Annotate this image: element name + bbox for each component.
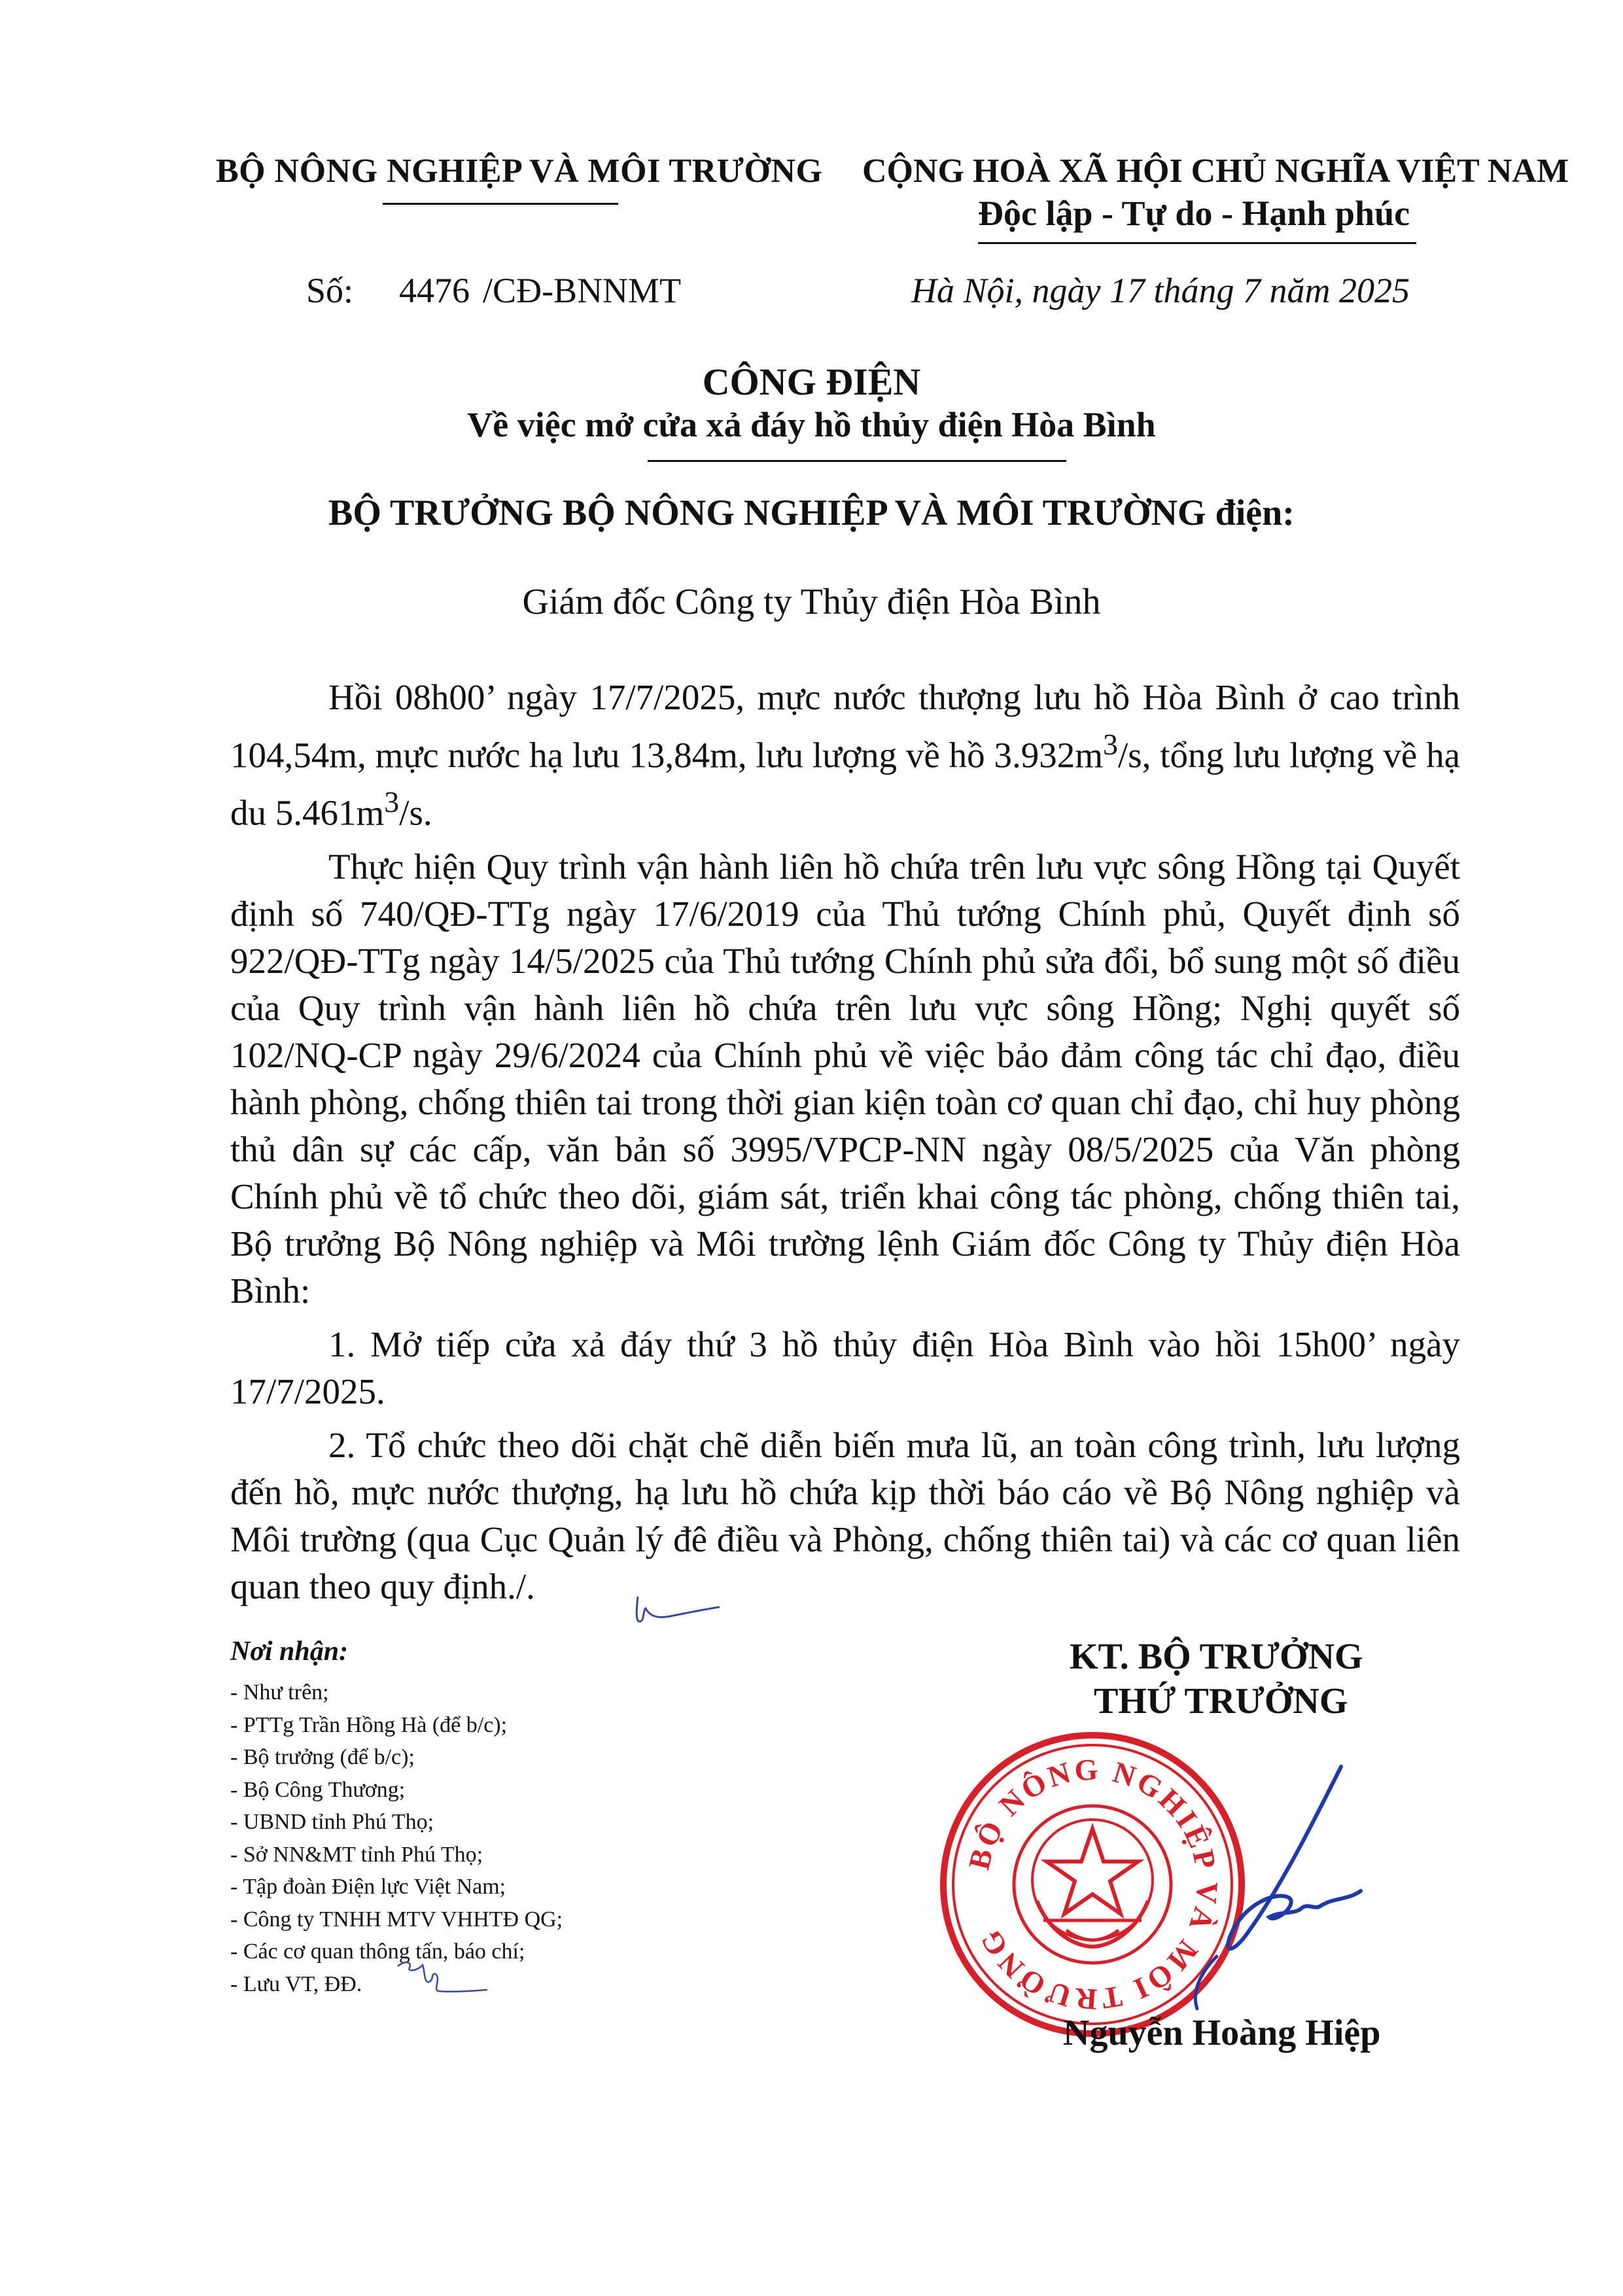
number-suffix: /CĐ-BNNMT [483,271,682,310]
signer-name: Nguyễn Hoàng Hiệp [1063,2013,1381,2053]
receiver-item: - Tập đoàn Điện lực Việt Nam; [230,1875,506,1899]
receivers-title: Nơi nhận: [230,1636,349,1667]
agency-underline [383,203,618,205]
receivers-list [230,1676,563,2000]
paragraph-order-1: 1. Mở tiếp cửa xả đáy thứ 3 hồ thủy điện Hòa Bình vào hồi 15h00’ ngày 17/7/2025. [230,1324,1460,1411]
signature-position: THỨ TRƯỞNG [1094,1681,1348,1722]
document-number [306,270,681,311]
paragraph-status: Hồi 08h00’ ngày 17/7/2025, mực nước thượng lưu hồ Hòa Bình ở cao trình 104,54m, mực nước hạ lưu 13,84m, lưu lượng về hồ $3.932m^3/s$, tổng lưu lượng về hạ du $5.461m^3/s$. [230,677,1460,833]
receiver-item: - Bộ Công Thương; [230,1777,406,1802]
paragraph-order-2: 2. Tổ chức theo dõi chặt chẽ diễn biến mưa lũ, an toàn công trình, lưu lượng đến hồ, mực nước thượng, hạ lưu hồ chứa kịp thời báo cáo về Bộ Nông nghiệp và Môi trường (qua Cục Quản lý đê điều và Phòng, chống thiên tai) và các cơ quan liên quan theo quy định./. [230,1424,1460,1606]
motto-underline [978,242,1416,244]
number-value: 4476 [399,271,470,310]
signature-title: KT. BỘ TRƯỞNG [1070,1636,1363,1677]
superscript: 3 [384,785,400,819]
number-label: Số: [306,271,354,310]
receiver-item: - Công ty TNHH MTV VHHTĐ QG; [230,1907,563,1932]
subject-underline [648,460,1066,462]
national-title: CỘNG HOÀ XÃ HỘI CHỦ NGHĨA VIỆT NAM [862,152,1569,190]
receiver-item: - Sở NN&MT tỉnh Phú Thọ; [230,1842,483,1867]
document-subject: Về việc mở cửa xả đáy hồ thủy điện Hòa Bình [467,405,1156,444]
paragraph-basis: Thực hiện Quy trình vận hành liên hồ chứa trên lưu vực sông Hồng tại Quyết định số 740/QĐ-TTg ngày 17/6/2019 của Thủ tướng Chính phủ, Quyết định số 922/QĐ-TTg ngày 14/5/2025 của Thủ tướng Chính phủ sửa đổi, bổ sung một số điều của Quy trình vận hành liên hồ chứa trên lưu vực sông Hồng; Nghị quyết số 102/NQ-CP ngày 29/6/2024 của Chính phủ về việc bảo đảm công tác chỉ đạo, điều hành phòng, chống thiên tai trong thời gian kiện toàn cơ quan chỉ đạo, chỉ huy phòng thủ dân sự các cấp, văn bản số 3995/VPCP-NN ngày 08/5/2025 của Văn phòng Chính phủ về tổ chức theo dõi, giám sát, triển khai công tác phòng, chống thiên tai, Bộ trưởng Bộ Nông nghiệp và Môi trường lệnh Giám đốc Công ty Thủy điện Hòa Bình: [230,846,1460,1311]
receiver-item: - Các cơ quan thông tấn, báo chí; [230,1939,525,1964]
place-and-date: Hà Nội, ngày 17 tháng 7 năm 2025 [911,271,1410,310]
national-motto: Độc lập - Tự do - Hạnh phúc [978,194,1410,233]
initial-mark [393,1953,491,1999]
seal-text: BỘ NÔNG NGHIỆP VÀ MÔI TRƯỜNG [962,1752,1225,2017]
receiver-item: - Lưu VT, ĐĐ. [230,1971,362,1996]
superscript: 3 [1103,728,1118,761]
receiver-item: - PTTg Trần Hồng Hà (để b/c); [230,1712,508,1737]
document-body [230,674,1460,1617]
handwritten-signature [1125,1760,1400,2022]
receiver-item: - Bộ trưởng (để b/c); [230,1745,415,1769]
sender-line: BỘ TRƯỞNG BỘ NÔNG NGHIỆP VÀ MÔI TRƯỜNG điện: [328,493,1295,533]
recipient-line: Giám đốc Công ty Thủy điện Hòa Bình [522,582,1101,622]
document-type: CÔNG ĐIỆN [702,361,921,403]
receiver-item: - Như trên; [230,1680,329,1704]
agency-name: BỘ NÔNG NGHIỆP VÀ MÔI TRƯỜNG [216,152,823,190]
initial-mark [631,1590,723,1629]
receiver-item: - UBND tỉnh Phú Thọ; [230,1810,434,1834]
